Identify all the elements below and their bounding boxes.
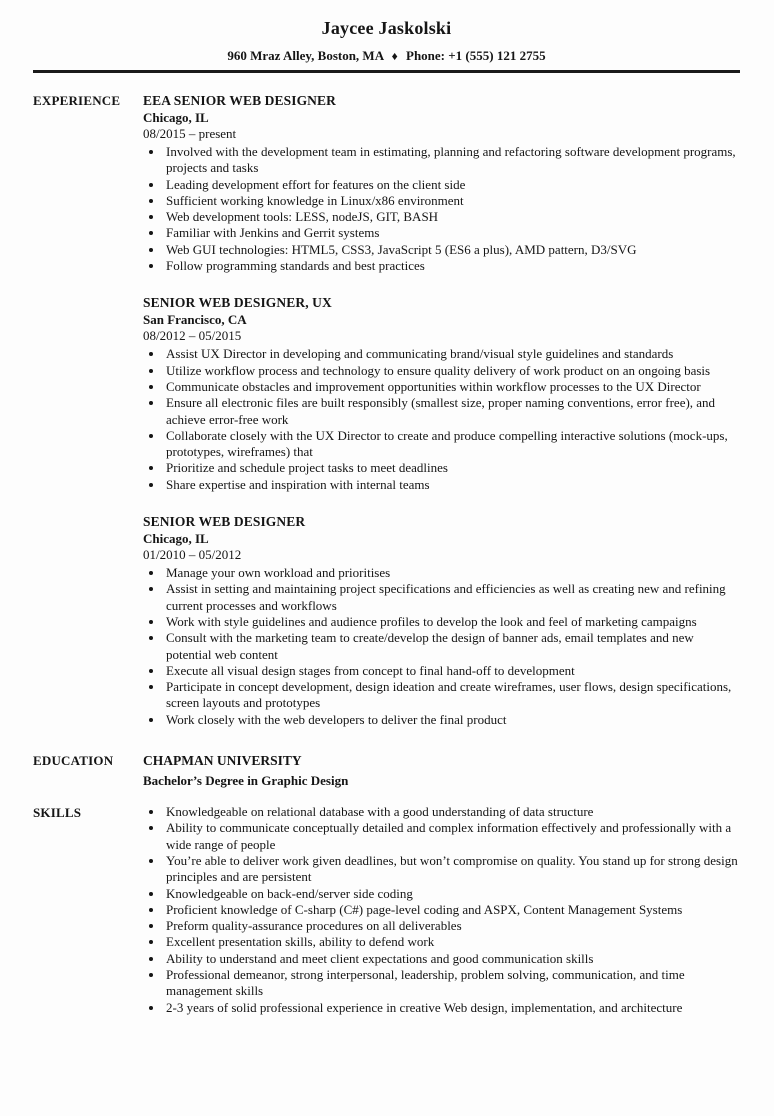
job-location: Chicago, IL — [143, 531, 209, 547]
section-label-education: EDUCATION — [33, 753, 114, 769]
job-bullet: • Execute all visual design stages from concept to final hand-off to development — [164, 663, 740, 679]
job-title: SENIOR WEB DESIGNER, UX — [143, 295, 332, 311]
job-entry-3 — [143, 513, 740, 728]
skill-bullet: • 2-3 years of solid professional experience in creative Web design, implementation, and architecture — [164, 1000, 740, 1016]
job-bullet: • Assist in setting and maintaining project specifications and efficiencies as well as creating new and refining current processes and workflows — [164, 581, 740, 614]
job-bullet-list — [143, 346, 740, 493]
contact-address: 960 Mraz Alley, Boston, MA — [227, 48, 384, 63]
job-bullet: • Involved with the development team in estimating, planning and refactoring software development programs, projects and tasks — [164, 144, 740, 177]
job-bullet: • Utilize workflow process and technology to ensure quality delivery of work product on an ongoing basis — [164, 363, 740, 379]
job-bullet: • Follow programming standards and best practices — [164, 258, 740, 274]
job-bullet: • Web development tools: LESS, nodeJS, GIT, BASH — [164, 209, 740, 225]
job-bullet: • Assist UX Director in developing and communicating brand/visual style guidelines and standards — [164, 346, 740, 362]
job-entry-1 — [143, 92, 740, 274]
skill-bullet: • You’re able to deliver work given deadlines, but won’t compromise on quality. You stand up for strong design principles and are persistent — [164, 853, 740, 886]
job-location: Chicago, IL — [143, 110, 209, 125]
job-bullet: • Familiar with Jenkins and Gerrit systems — [164, 225, 740, 241]
experience-content — [143, 92, 740, 728]
contact-line — [33, 48, 740, 64]
school-name: CHAPMAN UNIVERSITY — [143, 753, 302, 769]
job-title: EEA SENIOR WEB DESIGNER — [143, 93, 336, 108]
job-bullet: • Work with style guidelines and audience profiles to develop the look and feel of marketing campaigns — [164, 614, 740, 630]
job-bullet: • Communicate obstacles and improvement opportunities within workflow processes to the UX Director — [164, 379, 740, 395]
job-bullet: • Collaborate closely with the UX Director to create and produce compelling interactive solutions (mock-ups, prototypes, wireframes) that — [164, 428, 740, 461]
section-label-skills: SKILLS — [33, 805, 82, 821]
skill-bullet: • Professional demeanor, strong interpersonal, leadership, problem solving, communication, and time management skills — [164, 967, 740, 1000]
skill-bullet: • Proficient knowledge of C-sharp (C#) page-level coding and ASPX, Content Management Systems — [164, 902, 740, 918]
job-location: San Francisco, CA — [143, 312, 247, 328]
job-bullet: • Work closely with the web developers to deliver the final product — [164, 712, 740, 728]
skills-bullet-list — [143, 804, 740, 1016]
job-bullet: • Sufficient working knowledge in Linux/x86 environment — [164, 193, 740, 209]
job-bullet: • Participate in concept development, design ideation and create wireframes, user flows, design specifications, screen layouts and prototypes — [164, 679, 740, 712]
header-divider — [33, 70, 740, 73]
job-entry-2 — [143, 294, 740, 493]
skill-bullet: • Knowledgeable on back-end/server side coding — [164, 886, 740, 902]
job-bullet: • Consult with the marketing team to create/develop the design of banner ads, email templates and new potential web content — [164, 630, 740, 663]
contact-phone: Phone: +1 (555) 121 2755 — [406, 48, 546, 63]
skill-bullet: • Knowledgeable on relational database with a good understanding of data structure — [164, 804, 740, 820]
job-bullet-list — [143, 565, 740, 728]
skills-content — [143, 804, 740, 1016]
degree-name: Bachelor’s Degree in Graphic Design — [143, 773, 349, 789]
job-bullet: • Share expertise and inspiration with internal teams — [164, 477, 740, 493]
skill-bullet: • Preform quality-assurance procedures on all deliverables — [164, 918, 740, 934]
job-bullet: • Prioritize and schedule project tasks to meet deadlines — [164, 460, 740, 476]
diamond-separator-icon: ♦ — [391, 49, 398, 63]
job-bullet: • Web GUI technologies: HTML5, CSS3, JavaScript 5 (ES6 a plus), AMD pattern, D3/SVG — [164, 242, 740, 258]
skill-bullet: • Ability to communicate conceptually detailed and complex information effectively and professionally with a wide range of people — [164, 820, 740, 853]
section-experience — [33, 92, 740, 728]
job-dates: 08/2015 – present — [143, 126, 237, 141]
job-bullet: • Manage your own workload and prioritises — [164, 565, 740, 581]
job-title: SENIOR WEB DESIGNER — [143, 514, 306, 530]
job-bullet: • Ensure all electronic files are built responsibly (smallest size, proper naming conventions, error free), and achieve error-free work — [164, 395, 740, 428]
job-dates: 01/2010 – 05/2012 — [143, 547, 242, 563]
resume-header — [33, 17, 740, 73]
skill-bullet: • Ability to understand and meet client expectations and good communication skills — [164, 951, 740, 967]
section-education — [33, 752, 740, 789]
section-skills — [33, 804, 740, 1016]
person-name: Jaycee Jaskolski — [321, 18, 452, 38]
education-content — [143, 752, 740, 789]
job-dates: 08/2012 – 05/2015 — [143, 328, 242, 344]
job-bullet-list — [143, 144, 740, 274]
skill-bullet: • Excellent presentation skills, ability to defend work — [164, 934, 740, 950]
job-bullet: • Leading development effort for features on the client side — [164, 177, 740, 193]
section-label-experience: EXPERIENCE — [33, 93, 121, 108]
